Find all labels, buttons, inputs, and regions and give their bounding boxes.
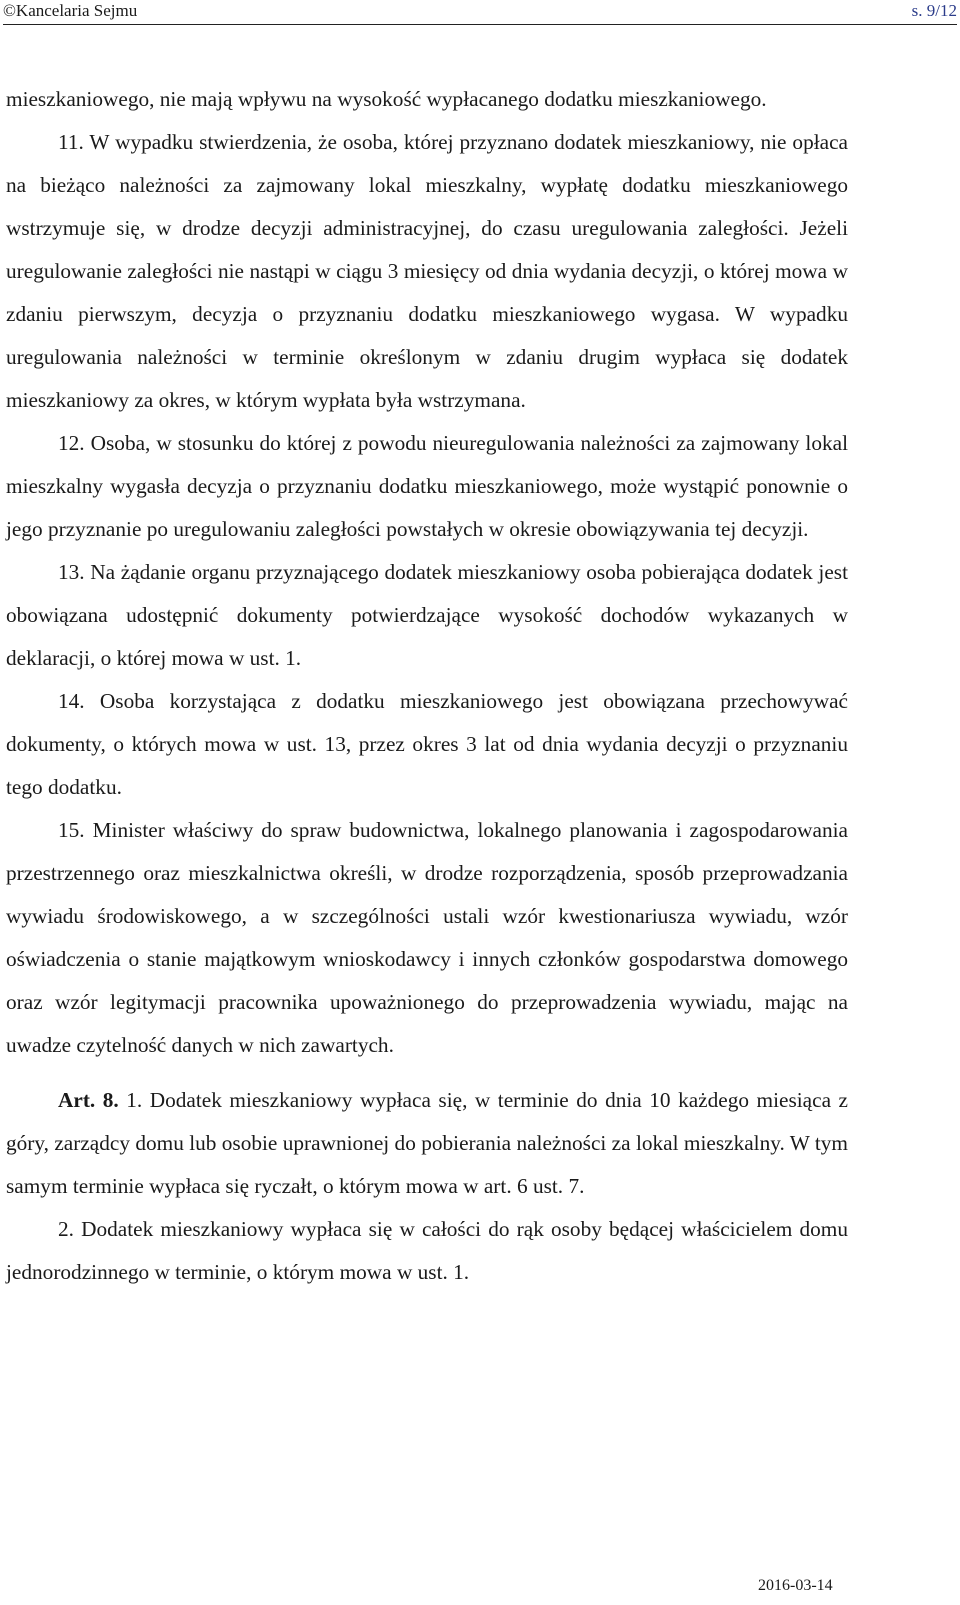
paragraph-continuation: mieszkaniowego, nie mają wpływu na wysokość wypłacanego dodatku mieszkaniowego. xyxy=(6,87,767,111)
paragraph-14: 14. Osoba korzystająca z dodatku mieszkaniowego jest obowiązana przechowywać dokumenty, o których mowa w ust. 13, przez okres 3 lat od dnia wydania decyzji o przyznaniu tego dodatku. xyxy=(6,689,848,799)
paragraph-12: 12. Osoba, w stosunku do której z powodu nieuregulowania należności za zajmowany lokal mieszkalny wygasła decyzja o przyznaniu dodatku mieszkaniowego, może wystąpić ponownie o jego przyznanie po uregulowaniu zaległości powstałych w okresie obowiązywania tej decyzji. xyxy=(6,431,848,541)
paragraph-11: 11. W wypadku stwierdzenia, że osoba, której przyznano dodatek mieszkaniowy, nie opłaca na bieżąco należności za zajmowany lokal mieszkalny, wypłatę dodatku mieszkaniowego wstrzymuje się, w drodze decyzji administracyjnej, do czasu uregulowania zaległości. Jeżeli uregulowanie zaległości nie nastąpi w ciągu 3 miesięcy od dnia wydania decyzji, o której mowa w zdaniu pierwszym, decyzja o przyznaniu dodatku mieszkaniowego wygasa. W wypadku uregulowania należności w terminie określonym w zdaniu drugim wypłaca się dodatek mieszkaniowy za okres, w którym wypłata była wstrzymana. xyxy=(6,130,848,412)
footer-date: 2016-03-14 xyxy=(758,1577,833,1594)
article-8-text-1: 1. Dodatek mieszkaniowy wypłaca się, w terminie do dnia 10 każdego miesiąca z góry, zarządcy domu lub osobie uprawnionej do pobierania należności za lokal mieszkalny. W tym samym terminie wypłaca się ryczałt, o którym mowa w art. 6 ust. 7. xyxy=(6,1088,849,1198)
article-8-paragraph-2: 2. Dodatek mieszkaniowy wypłaca się w całości do rąk osoby będącej właścicielem domu jednorodzinnego w terminie, o którym mowa w ust. 1. xyxy=(6,1217,848,1284)
page-header xyxy=(3,0,957,25)
header-page-number: s. 9/12 xyxy=(911,1,957,20)
paragraph-15: 15. Minister właściwy do spraw budownictwa, lokalnego planowania i zagospodarowania przestrzennego oraz mieszkalnictwa określi, w drodze rozporządzenia, sposób przeprowadzania wywiadu środowiskowego, a w szczególności ustali wzór kwestionariusza wywiadu, wzór oświadczenia o stanie majątkowym wnioskodawcy i innych członków gospodarstwa domowego oraz wzór legitymacji pracownika upoważnionego do przeprowadzenia wywiadu, mając na uwadze czytelność danych w nich zawartych. xyxy=(6,818,848,1057)
header-copyright: ©Kancelaria Sejmu xyxy=(3,1,138,20)
article-8-label: Art. 8. xyxy=(58,1088,119,1112)
document-body xyxy=(6,78,848,1294)
article-8-paragraph-1 xyxy=(6,1079,848,1208)
paragraph-13: 13. Na żądanie organu przyznającego dodatek mieszkaniowy osoba pobierająca dodatek jest obowiązana udostępnić dokumenty potwierdzające wysokość dochodów wykazanych w deklaracji, o której mowa w ust. 1. xyxy=(6,560,848,670)
